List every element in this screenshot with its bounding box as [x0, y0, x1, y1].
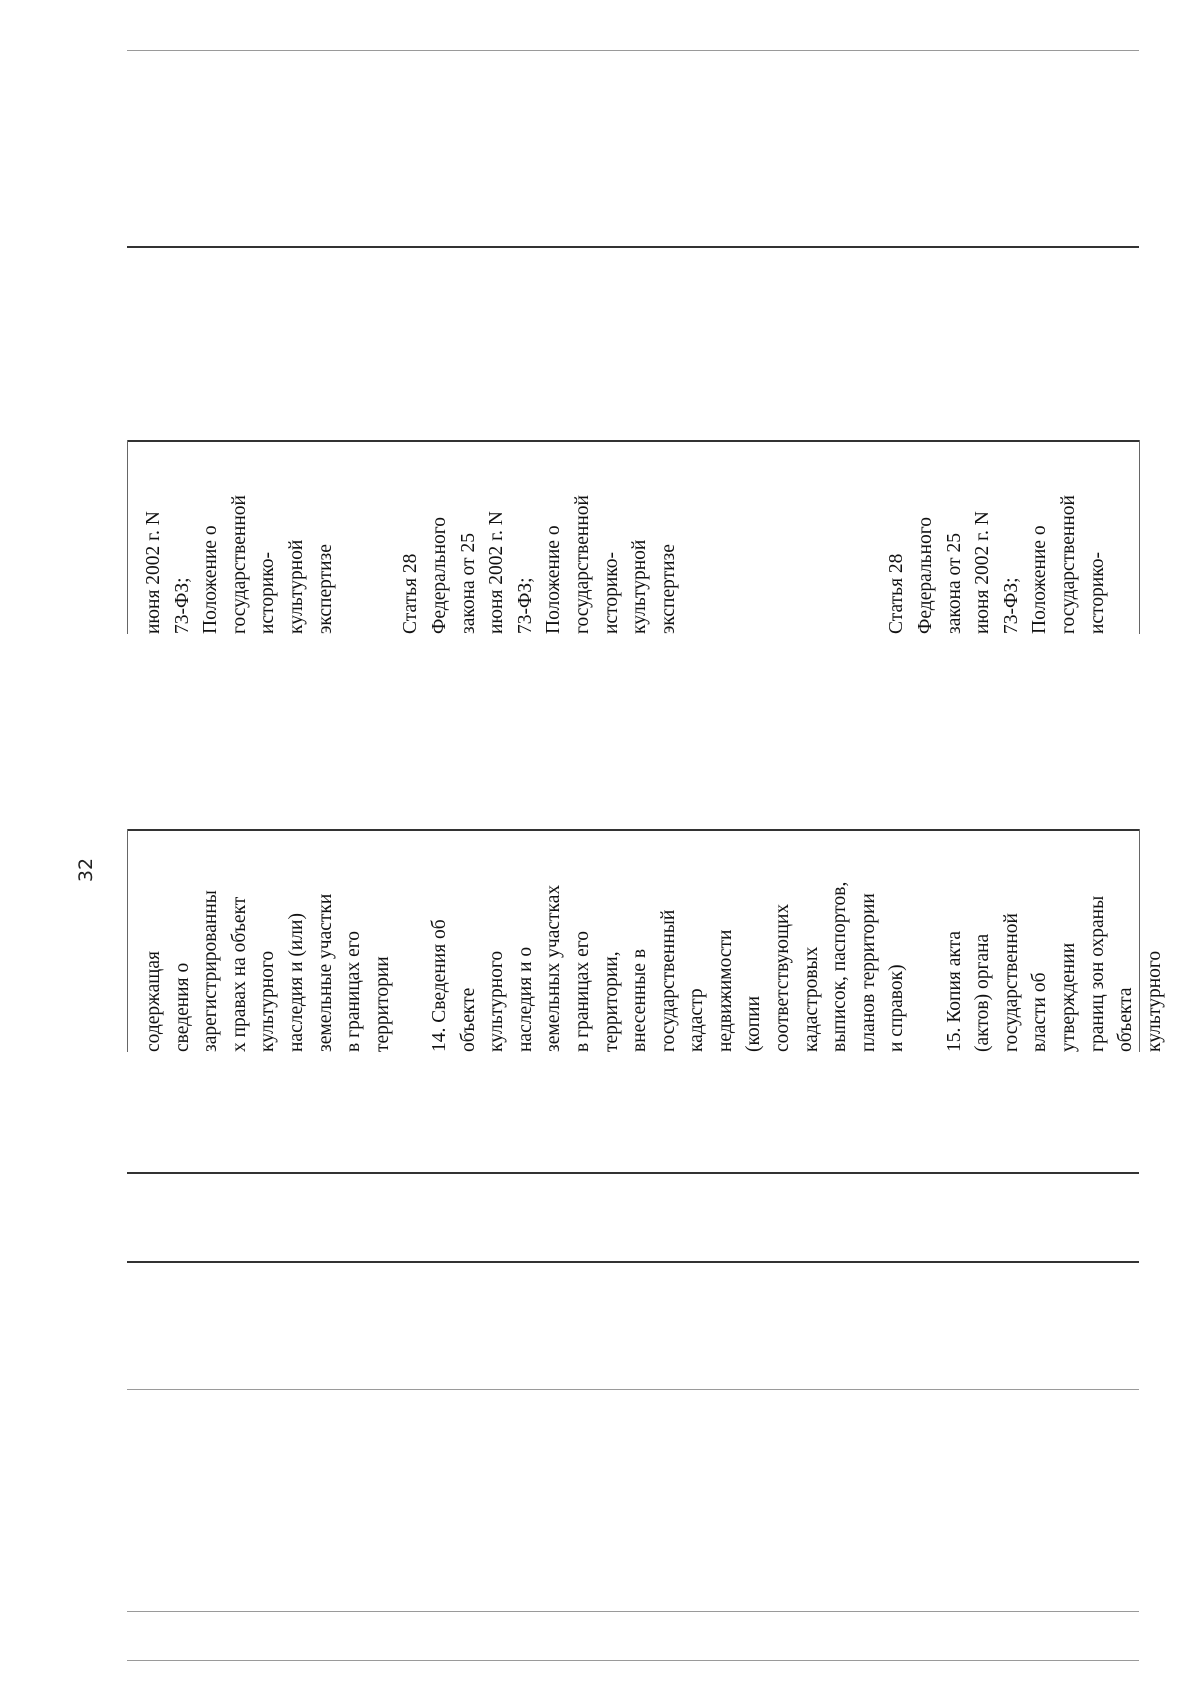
text-line: сведения о — [171, 962, 193, 1052]
text-line: земельных участках — [543, 884, 565, 1052]
text-line: 73-ФЗ; — [171, 577, 193, 634]
cell-edge — [1139, 440, 1140, 634]
text-line: утверждении — [1058, 942, 1079, 1052]
table-border-col7 — [127, 1611, 1139, 1612]
text-line: соответствующих — [772, 903, 794, 1052]
text-line: культурного — [257, 950, 279, 1052]
text-line: 73-ФЗ; — [1000, 577, 1022, 634]
text-line: государственной — [571, 495, 593, 634]
text-line: кадастровых — [800, 946, 822, 1052]
text-line: историко- — [257, 551, 279, 634]
text-line: внесенные в — [629, 948, 651, 1052]
text-line: Положение о — [543, 525, 565, 634]
text-line: и справок) — [886, 964, 908, 1052]
text-line: Федерального — [915, 516, 937, 634]
text-line: кадастр — [686, 988, 708, 1052]
text-line: Положение о — [200, 525, 222, 634]
text-line: культурного — [486, 950, 508, 1052]
text-line: 73-ФЗ; — [514, 577, 536, 634]
table-border-col5 — [127, 1261, 1139, 1263]
text-line: июня 2002 г. N — [143, 511, 164, 634]
table-border-bottom — [127, 1660, 1139, 1661]
text-line: государственной — [1058, 495, 1079, 634]
text-line: июня 2002 г. N — [486, 511, 508, 634]
text-line: историко- — [1086, 551, 1108, 634]
table-border-col1 — [127, 246, 1139, 248]
text-line: объекте — [457, 987, 479, 1052]
cell-edge — [127, 829, 128, 1052]
text-line: июня 2002 г. N — [972, 511, 994, 634]
text-line: государственный — [657, 909, 679, 1052]
text-line: историко- — [600, 551, 622, 634]
text-line: недвижимости — [714, 929, 736, 1052]
text-line: территории, — [600, 951, 622, 1052]
text-line: Статья 28 — [400, 553, 422, 634]
table-border-col6 — [127, 1389, 1139, 1390]
text-line: закона от 25 — [457, 533, 479, 634]
text-line: планов территории — [857, 893, 879, 1052]
text-line: содержащая — [143, 951, 164, 1052]
cell-edge — [127, 440, 128, 634]
text-line: (копии — [743, 995, 765, 1052]
text-line: Статья 28 — [886, 553, 908, 634]
text-line: культурной — [629, 539, 651, 634]
text-line: закона от 25 — [943, 533, 965, 634]
text-line: выписок, паспортов, — [829, 881, 851, 1052]
text-line: 14. Сведения об — [428, 919, 450, 1052]
text-line: государственной — [1000, 913, 1022, 1052]
text-line: наследия и о — [514, 946, 536, 1052]
table-border-col4 — [127, 1172, 1139, 1174]
text-line: х правах на объект — [228, 896, 250, 1052]
text-line: территории — [371, 956, 393, 1052]
text-line: объекта — [1115, 987, 1137, 1052]
text-line: экспертизе — [314, 544, 336, 634]
text-line: культурного — [1143, 950, 1165, 1052]
text-line: 15. Копия акта — [943, 930, 965, 1052]
text-line: Положение о — [1029, 525, 1051, 634]
text-line: экспертизе — [657, 544, 679, 634]
text-line: (актов) органа — [972, 933, 994, 1052]
text-line: наследия и (или) — [285, 913, 307, 1052]
text-line: границ зон охраны — [1086, 895, 1108, 1052]
text-line: зарегистрированны — [200, 890, 222, 1052]
text-line: Федерального — [428, 516, 450, 634]
page-number: 32 — [75, 857, 97, 883]
table-border-col2 — [127, 440, 1139, 442]
text-line: земельные участки — [314, 893, 336, 1052]
table-border-col3 — [127, 829, 1139, 831]
text-line: в границах его — [343, 931, 365, 1052]
table-border-top — [127, 50, 1139, 51]
text-line: в границах его — [571, 931, 593, 1052]
text-line: государственной — [228, 495, 250, 634]
text-line: власти об — [1029, 972, 1051, 1052]
text-line: культурной — [285, 539, 307, 634]
